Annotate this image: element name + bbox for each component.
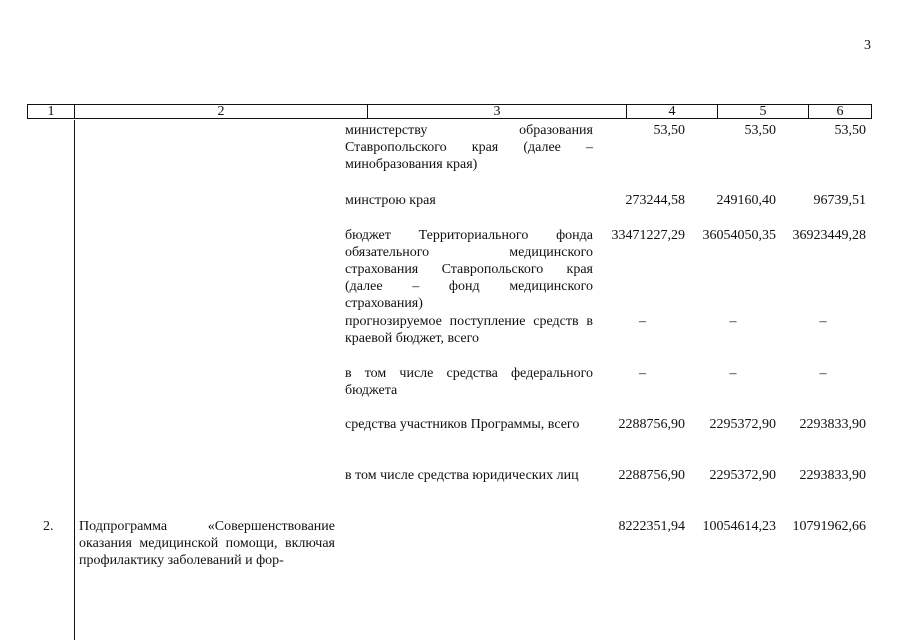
- header-col-4: 4: [626, 104, 718, 119]
- funding-source-text: в том числе средства федерального бюджета: [345, 366, 593, 398]
- section-title: Подпрограмма «Совершенствование оказания медицинской помощи, включая профилактику заболеваний и фор-: [79, 519, 335, 568]
- value-col-6: –: [819, 366, 827, 381]
- header-col-3: 3: [367, 104, 627, 119]
- value-col-5: 2295372,90: [709, 417, 776, 432]
- table-header-row: [27, 104, 872, 120]
- funding-source-text: в том числе средства юридических лиц: [345, 468, 579, 483]
- value-col-4: –: [639, 314, 646, 329]
- column-divider: [74, 120, 75, 640]
- value-col-4: 2288756,90: [618, 468, 685, 483]
- value-col-4: –: [639, 366, 646, 381]
- funding-source-text: средства участников Программы, всего: [345, 417, 580, 432]
- funding-source-text: прогнозируемое поступление средств в краевой бюджет, всего: [345, 314, 593, 346]
- value-col-4: 33471227,29: [611, 228, 685, 243]
- page-number: 3: [864, 38, 871, 53]
- value-col-6: 96739,51: [813, 193, 866, 208]
- section-value-col-6: 10791962,66: [792, 519, 866, 534]
- value-col-6: –: [819, 314, 827, 329]
- value-col-5: –: [729, 314, 737, 329]
- header-col-1: 1: [27, 104, 75, 119]
- value-col-4: 53,50: [653, 123, 685, 138]
- header-col-2: 2: [74, 104, 368, 119]
- section-number: 2.: [43, 519, 54, 534]
- value-col-4: 2288756,90: [618, 417, 685, 432]
- value-col-6: 53,50: [834, 123, 866, 138]
- funding-source-text: бюджет Территориального фонда обязательного медицинского страхования Ставропольского края (далее – фонд медицинского страхования): [345, 228, 593, 311]
- value-col-5: 36054050,35: [702, 228, 776, 243]
- value-col-6: 36923449,28: [792, 228, 866, 243]
- value-col-5: 2295372,90: [709, 468, 776, 483]
- header-col-6: 6: [808, 104, 872, 119]
- value-col-6: 2293833,90: [799, 417, 866, 432]
- value-col-4: 273244,58: [625, 193, 685, 208]
- value-col-5: 249160,40: [716, 193, 776, 208]
- header-col-5: 5: [717, 104, 809, 119]
- value-col-5: –: [729, 366, 737, 381]
- funding-source-text: министерству образования Ставропольского края (далее – минобразования края): [345, 123, 593, 172]
- section-value-col-4: 8222351,94: [618, 519, 685, 534]
- section-value-col-5: 10054614,23: [702, 519, 776, 534]
- value-col-5: 53,50: [744, 123, 776, 138]
- value-col-6: 2293833,90: [799, 468, 866, 483]
- funding-source-text: минстрою края: [345, 193, 436, 208]
